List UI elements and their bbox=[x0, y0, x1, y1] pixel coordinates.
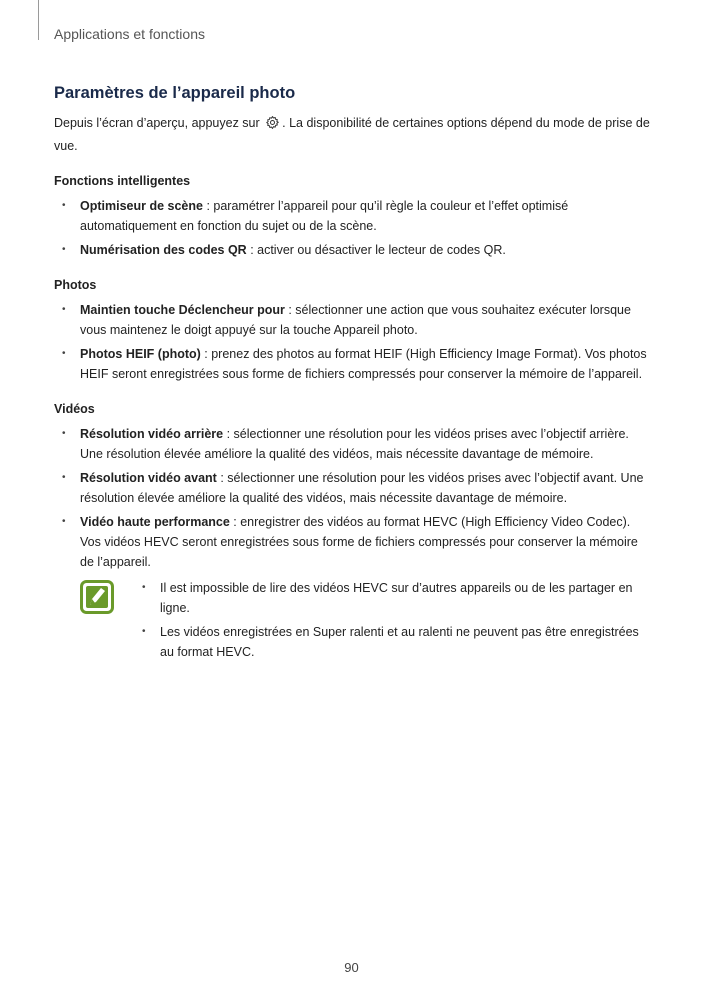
bullet-icon: • bbox=[62, 244, 66, 255]
settings-gear-icon bbox=[265, 115, 280, 136]
list-item: • Vidéo haute performance : enregistrer des vidéos au format HEVC (High Efficiency Video Codec). Vos vidéos HEVC seront enregistrées sous forme de fichiers compressés pour conserver la mémoire de l’appareil. bbox=[54, 512, 650, 572]
bullet-icon: • bbox=[62, 516, 66, 527]
smart-features-list bbox=[54, 196, 650, 260]
note-pencil-icon bbox=[80, 580, 114, 614]
header-title: Applications et fonctions bbox=[54, 26, 205, 42]
list-item: • Résolution vidéo avant : sélectionner une résolution pour les vidéos prises avec l’objectif avant. Une résolution élevée améliore la qualité des vidéos, mais nécessite davantage de mémoire. bbox=[54, 468, 650, 508]
section-title-videos: Vidéos bbox=[54, 402, 95, 416]
page-content bbox=[54, 84, 650, 666]
bullet-icon: • bbox=[142, 582, 146, 593]
section-title-smart: Fonctions intelligentes bbox=[54, 174, 191, 188]
intro-text-after: . La disponibilité de certaines options dépend du mode de prise de vue. bbox=[54, 116, 650, 153]
list-item: • Maintien touche Déclencheur pour : sélectionner une action que vous souhaitez exécuter lorsque vous maintenez le doigt appuyé sur la touche Appareil photo. bbox=[54, 300, 650, 340]
bullet-icon: • bbox=[62, 348, 66, 359]
videos-list bbox=[54, 424, 650, 572]
list-item: • Photos HEIF (photo) : prenez des photos au format HEIF (High Efficiency Image Format). Vos photos HEIF seront enregistrées sous forme de fichiers compressés pour conserver la mémoire de l’appareil. bbox=[54, 344, 650, 384]
page-title: Paramètres de l’appareil photo bbox=[54, 84, 296, 102]
list-item: • Numérisation des codes QR : activer ou désactiver le lecteur de codes QR. bbox=[54, 240, 650, 260]
header-rule bbox=[38, 0, 39, 40]
note-box bbox=[54, 578, 650, 662]
list-item: • Résolution vidéo arrière : sélectionner une résolution pour les vidéos prises avec l’objectif arrière. Une résolution élevée améliore la qualité des vidéos, mais nécessite davantage de mémoire. bbox=[54, 424, 650, 464]
photos-list bbox=[54, 300, 650, 384]
intro-text-before: Depuis l’écran d’aperçu, appuyez sur bbox=[54, 116, 260, 130]
bullet-icon: • bbox=[62, 304, 66, 315]
note-list bbox=[134, 578, 650, 662]
bullet-icon: • bbox=[62, 200, 66, 211]
bullet-icon: • bbox=[142, 626, 146, 637]
intro-paragraph bbox=[54, 113, 650, 156]
list-item: • Les vidéos enregistrées en Super ralenti et au ralenti ne peuvent pas être enregistrées au format HEVC. bbox=[134, 622, 650, 662]
section-title-photos: Photos bbox=[54, 278, 97, 292]
bullet-icon: • bbox=[62, 428, 66, 439]
list-item: • Il est impossible de lire des vidéos HEVC sur d’autres appareils ou de les partager en ligne. bbox=[134, 578, 650, 618]
bullet-icon: • bbox=[62, 472, 66, 483]
page-number: 90 bbox=[344, 960, 359, 975]
list-item: • Optimiseur de scène : paramétrer l’appareil pour qu’il règle la couleur et l’effet optimisé automatiquement en fonction du sujet ou de la scène. bbox=[54, 196, 650, 236]
